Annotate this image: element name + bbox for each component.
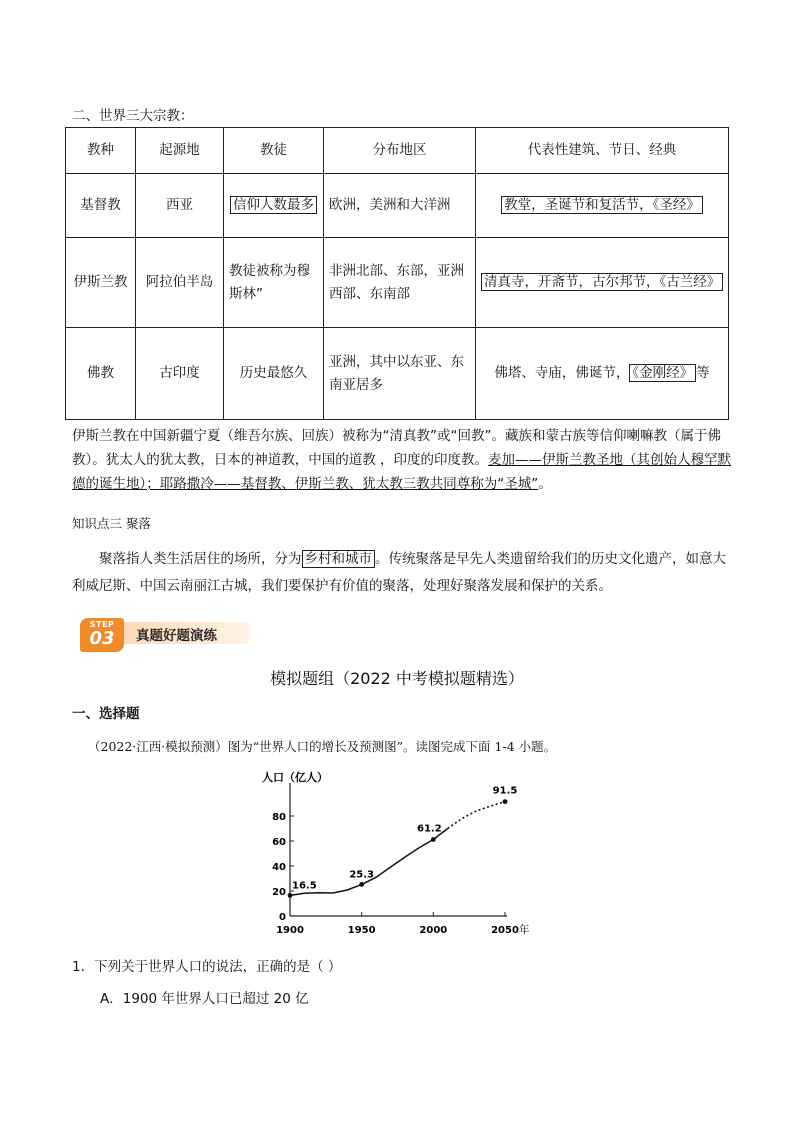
religion-cell: 基督教 <box>66 174 136 238</box>
y-tick-label: 20 <box>272 887 286 898</box>
question-1-option-a: A．1900 年世界人口已超过 20 亿 <box>100 991 309 1007</box>
settlement-boxed: 乡村和城市 <box>302 550 376 568</box>
step-word: STEP <box>89 620 115 629</box>
followers-boxed: 信仰人数最多 <box>230 196 317 214</box>
y-tick-label: 0 <box>279 912 286 923</box>
question-1: 1．下列关于世界人口的说法，正确的是（ ） <box>72 959 342 975</box>
religion-cell: 佛教 <box>66 328 136 420</box>
y-tick-label: 40 <box>272 862 286 873</box>
table-row <box>66 174 729 238</box>
data-label: 91.5 <box>492 785 518 797</box>
sub-title: 一、选择题 <box>72 706 140 722</box>
notes-tail: 。 <box>538 476 552 492</box>
table-row <box>66 238 729 328</box>
representative-cell <box>476 328 729 420</box>
settlement-post: 。传统聚落是早先人类遗留给我们的历史文化遗产，如意大利威尼斯、中国云南丽江古城，我们要保护有价值的聚落，处理好聚落发展和保护的关系。 <box>72 551 726 594</box>
data-point <box>288 893 293 898</box>
knowledge-point-heading: 知识点三 聚落 <box>72 516 151 531</box>
step-label: 真题好题演练 <box>136 628 217 644</box>
question-intro: （2022·江西·模拟预测）图为“世界人口的增长及预测图”。读图完成下面 1-4 小题。 <box>88 739 557 754</box>
header-religion: 教种 <box>66 128 136 174</box>
data-label: 25.3 <box>349 869 375 881</box>
representative-boxed: 《金刚经》 <box>629 364 696 382</box>
population-chart <box>250 766 550 941</box>
settlement-paragraph <box>72 546 732 600</box>
notes-underlined: 麦加——伊斯兰教圣地（其创始人穆罕默德的诞生地）；耶路撒冷——基督教、伊斯兰教、犹太教三教共同尊称为“圣城” <box>72 452 732 492</box>
step-banner <box>80 618 250 648</box>
x-tick-label: 2050 <box>491 925 519 936</box>
x-tick-label: 2000 <box>419 925 448 936</box>
followers-cell: 历史最悠久 <box>224 328 324 420</box>
table-header-row <box>66 128 729 174</box>
data-label: 16.5 <box>292 880 317 892</box>
settlement-pre: 聚落指人类生活居住的场所，分为 <box>99 551 302 567</box>
projection-line <box>448 802 505 829</box>
notes-text: 伊斯兰教在中国新疆宁夏（维吾尔族、回族）被称为“清真教”或“回教”。藏族和蒙古族等信仰喇嘛教（属于佛教）。犹太人的犹太教，日本的神道教，中国的道教 ，印度的印度教。 <box>72 428 721 468</box>
region-cell: 欧洲，美洲和大洋洲 <box>324 174 476 238</box>
step-number: 03 <box>89 628 115 649</box>
data-point <box>431 837 436 842</box>
header-origin: 起源地 <box>136 128 224 174</box>
y-axis-label: 人口（亿人） <box>262 771 328 784</box>
header-region: 分布地区 <box>324 128 476 174</box>
representative-cell <box>476 238 729 328</box>
header-followers: 教徒 <box>224 128 324 174</box>
header-representative: 代表性建筑、节日、经典 <box>476 128 729 174</box>
religion-cell: 伊斯兰教 <box>66 238 136 328</box>
religion-notes-paragraph <box>72 424 732 496</box>
table-row <box>66 328 729 420</box>
origin-cell: 西亚 <box>136 174 224 238</box>
region-cell: 非洲北部、东部，亚洲西部、东南部 <box>324 238 476 328</box>
section-title: 二、世界三大宗教： <box>72 108 194 124</box>
representative-post: 等 <box>696 365 710 381</box>
data-point <box>359 882 364 887</box>
origin-cell: 古印度 <box>136 328 224 420</box>
origin-cell: 阿拉伯半岛 <box>136 238 224 328</box>
representative-boxed: 教堂，圣诞节和复活节，《圣经》 <box>501 196 703 214</box>
x-tick-label: 1900 <box>276 925 304 936</box>
data-label: 61.2 <box>416 823 442 835</box>
representative-pre: 佛塔、寺庙，佛诞节， <box>494 365 630 381</box>
religions-table <box>65 127 729 420</box>
y-tick-label: 60 <box>272 837 286 848</box>
step-badge <box>80 618 124 652</box>
data-point <box>503 799 508 804</box>
followers-cell: 教徒被称为穆斯林” <box>224 238 324 328</box>
x-tick-label: 1950 <box>347 925 376 936</box>
y-tick-label: 80 <box>272 812 286 823</box>
x-axis-unit: 年 <box>519 924 530 936</box>
followers-cell <box>224 174 324 238</box>
representative-boxed: 清真寺，开斋节，古尔邦节，《古兰经》 <box>481 273 723 291</box>
group-title: 模拟题组（2022 中考模拟题精选） <box>270 669 524 688</box>
representative-cell <box>476 174 729 238</box>
region-cell: 亚洲，其中以东亚、东南亚居多 <box>324 328 476 420</box>
